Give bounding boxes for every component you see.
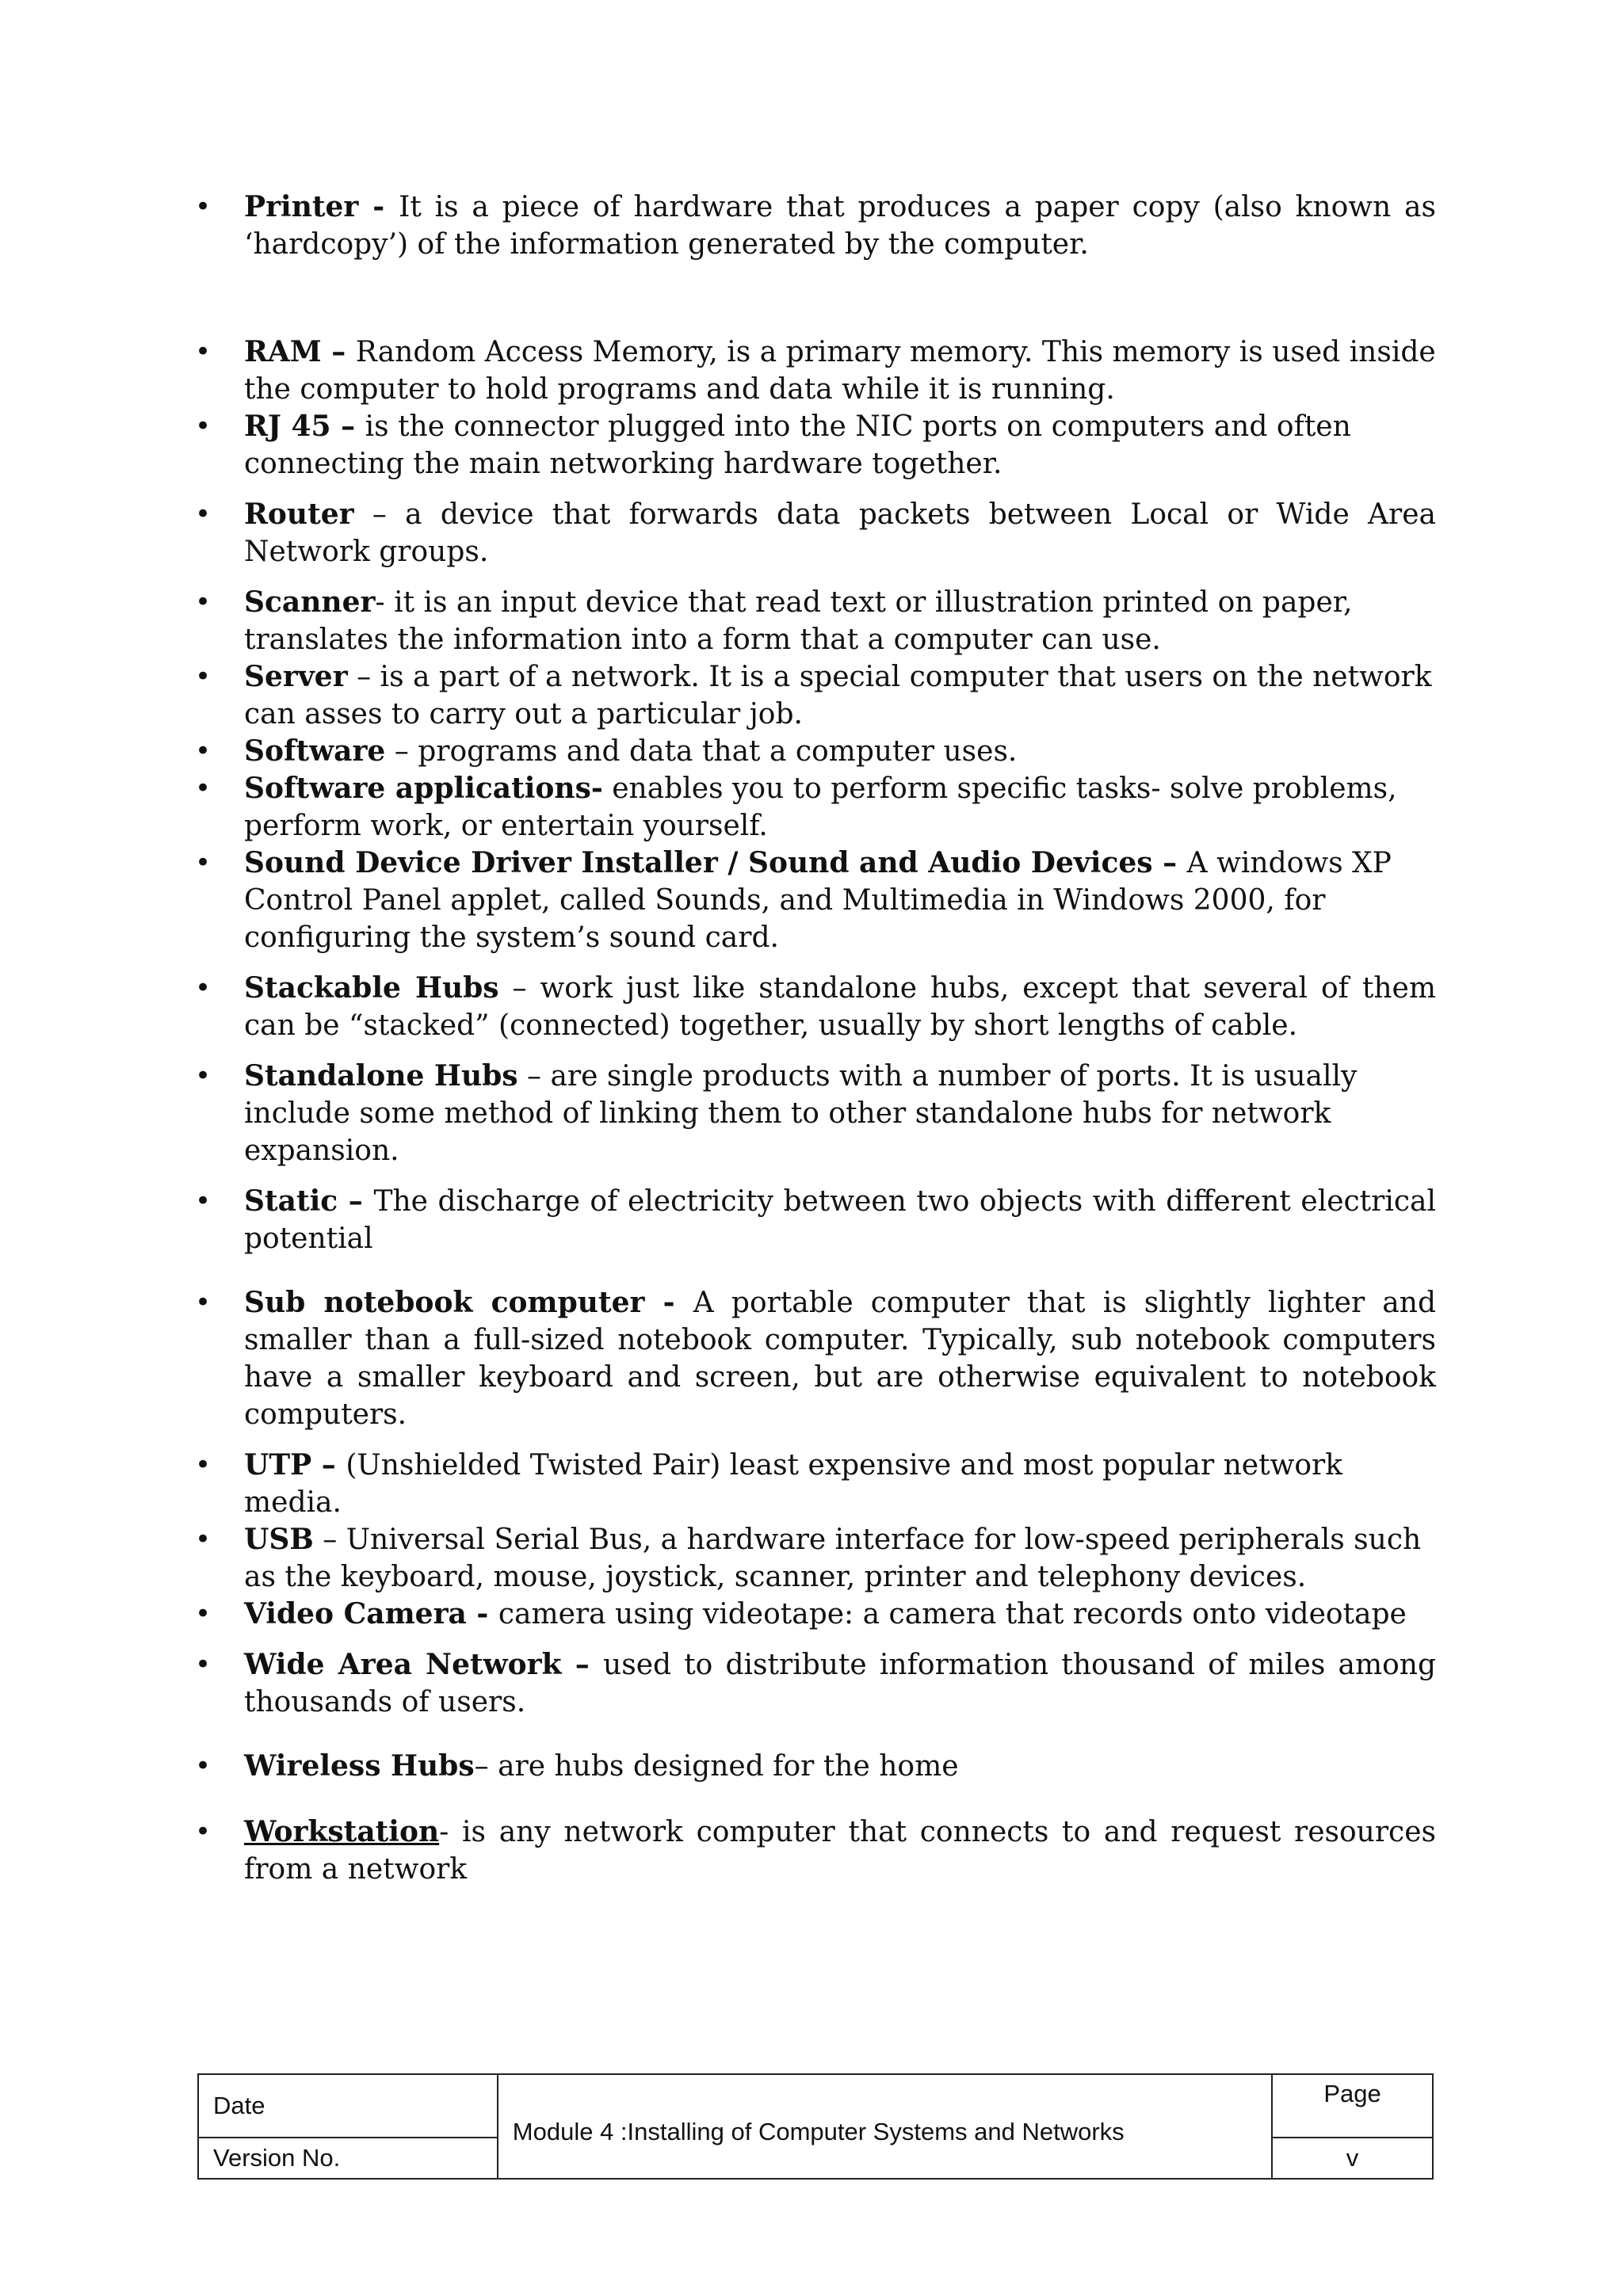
glossary-entry-standalone-hubs bbox=[244, 1058, 1436, 1169]
glossary-definition: It is a piece of hardware that produces a paper copy (also known as ‘hardcopy’) of the information generated by the computer. bbox=[244, 191, 1436, 261]
glossary-entry-ram bbox=[244, 334, 1436, 408]
glossary-term: Server bbox=[244, 660, 348, 693]
glossary-entry-server bbox=[244, 658, 1436, 733]
glossary-entry-wireless-hubs bbox=[244, 1748, 1436, 1785]
glossary-term: RJ 45 – bbox=[244, 410, 365, 443]
glossary-term: Workstation bbox=[244, 1815, 440, 1848]
glossary-entry-static bbox=[244, 1183, 1436, 1257]
glossary-entry-sub-notebook bbox=[244, 1284, 1436, 1433]
glossary-definition: enables you to perform specific tasks- solve problems, perform work, or entertain yourself. bbox=[244, 772, 1397, 842]
glossary-term: Software applications- bbox=[244, 772, 603, 805]
glossary-definition: - it is an input device that read text or illustration printed on paper, translates the information into a form that a computer can use. bbox=[244, 586, 1353, 656]
glossary-term: Sub notebook computer - bbox=[244, 1286, 693, 1319]
glossary-definition: – is a part of a network. It is a special computer that users on the network can asses to carry out a particular job. bbox=[244, 661, 1432, 730]
glossary-entry-video-camera bbox=[244, 1596, 1436, 1633]
glossary-definition: (Unshielded Twisted Pair) least expensive and most popular network media. bbox=[244, 1449, 1343, 1519]
glossary-entry-software-applications bbox=[244, 770, 1436, 845]
glossary-definition: Random Access Memory, is a primary memory. This memory is used inside the computer to hold programs and data while it is running. bbox=[244, 336, 1436, 406]
glossary-term: USB bbox=[244, 1523, 314, 1556]
glossary-entry-wide-area-network bbox=[244, 1646, 1436, 1721]
glossary-term: Software bbox=[244, 734, 386, 768]
glossary-term: Router bbox=[244, 498, 354, 531]
glossary-entry-scanner bbox=[244, 584, 1436, 658]
glossary-definition: – are hubs designed for the home bbox=[474, 1750, 959, 1783]
glossary-entry-stackable-hubs bbox=[244, 970, 1436, 1044]
glossary-term: Video Camera - bbox=[244, 1597, 498, 1630]
glossary-definition: used to distribute information thousand of miles among thousands of users. bbox=[244, 1649, 1436, 1718]
footer-date-label: Date bbox=[198, 2074, 498, 2138]
glossary-term: Wireless Hubs bbox=[244, 1749, 475, 1783]
glossary-list bbox=[244, 189, 1436, 1888]
glossary-definition: is the connector plugged into the NIC ports on computers and often connecting the main networking hardware together. bbox=[244, 410, 1351, 480]
glossary-entry-usb bbox=[244, 1521, 1436, 1596]
glossary-definition: – programs and data that a computer uses. bbox=[385, 735, 1018, 768]
glossary-definition: A windows XP Control Panel applet, called Sounds, and Multimedia in Windows 2000, for configuring the system’s sound card. bbox=[244, 847, 1392, 954]
glossary-definition: A portable computer that is slightly lighter and smaller than a full-sized notebook computer. Typically, sub notebook computers have a smaller keyboard and screen, but are otherwise equivalent to notebook computers. bbox=[244, 1287, 1436, 1431]
glossary-definition: – Universal Serial Bus, a hardware interface for low-speed peripherals such as the keyboard, mouse, joystick, scanner, printer and telephony devices. bbox=[244, 1524, 1422, 1593]
glossary-entry-router bbox=[244, 496, 1436, 570]
glossary-definition: camera using videotape: a camera that records onto videotape bbox=[498, 1598, 1407, 1630]
footer-page-number: v bbox=[1272, 2138, 1433, 2179]
glossary-entry-utp bbox=[244, 1447, 1436, 1521]
glossary-entry-sound-device-driver bbox=[244, 845, 1436, 956]
glossary-entry-printer bbox=[244, 189, 1436, 263]
glossary-term: RAM – bbox=[244, 335, 356, 368]
glossary-definition: - is any network computer that connects to and request resources from a network bbox=[244, 1816, 1436, 1886]
glossary-term: Printer - bbox=[244, 190, 399, 223]
glossary-definition: – are single products with a number of ports. It is usually include some method of linking them to other standalone hubs for network expansion. bbox=[244, 1060, 1358, 1167]
footer-version-label: Version No. bbox=[198, 2138, 498, 2179]
glossary-term: Standalone Hubs bbox=[244, 1059, 518, 1093]
glossary-definition: The discharge of electricity between two objects with different electrical potential bbox=[244, 1185, 1436, 1255]
glossary-term: UTP – bbox=[244, 1448, 346, 1482]
glossary-entry-rj45 bbox=[244, 408, 1436, 482]
glossary-entry-workstation bbox=[244, 1814, 1436, 1888]
page-footer-table bbox=[197, 2073, 1434, 2180]
glossary-definition: – a device that forwards data packets between Local or Wide Area Network groups. bbox=[244, 498, 1436, 568]
footer-module-title: Module 4 :Installing of Computer Systems and Networks bbox=[498, 2074, 1272, 2179]
glossary-term: Wide Area Network – bbox=[244, 1648, 604, 1681]
glossary-term: Scanner bbox=[244, 585, 376, 619]
glossary-term: Sound Device Driver Installer / Sound and Audio Devices – bbox=[244, 846, 1187, 879]
footer-page-label: Page bbox=[1272, 2074, 1433, 2138]
glossary-definition: – work just like standalone hubs, except that several of them can be “stacked” (connected) together, usually by short lengths of cable. bbox=[244, 972, 1436, 1042]
glossary-term: Static – bbox=[244, 1184, 374, 1218]
glossary-entry-software bbox=[244, 733, 1436, 770]
glossary-term: Stackable Hubs bbox=[244, 971, 499, 1005]
